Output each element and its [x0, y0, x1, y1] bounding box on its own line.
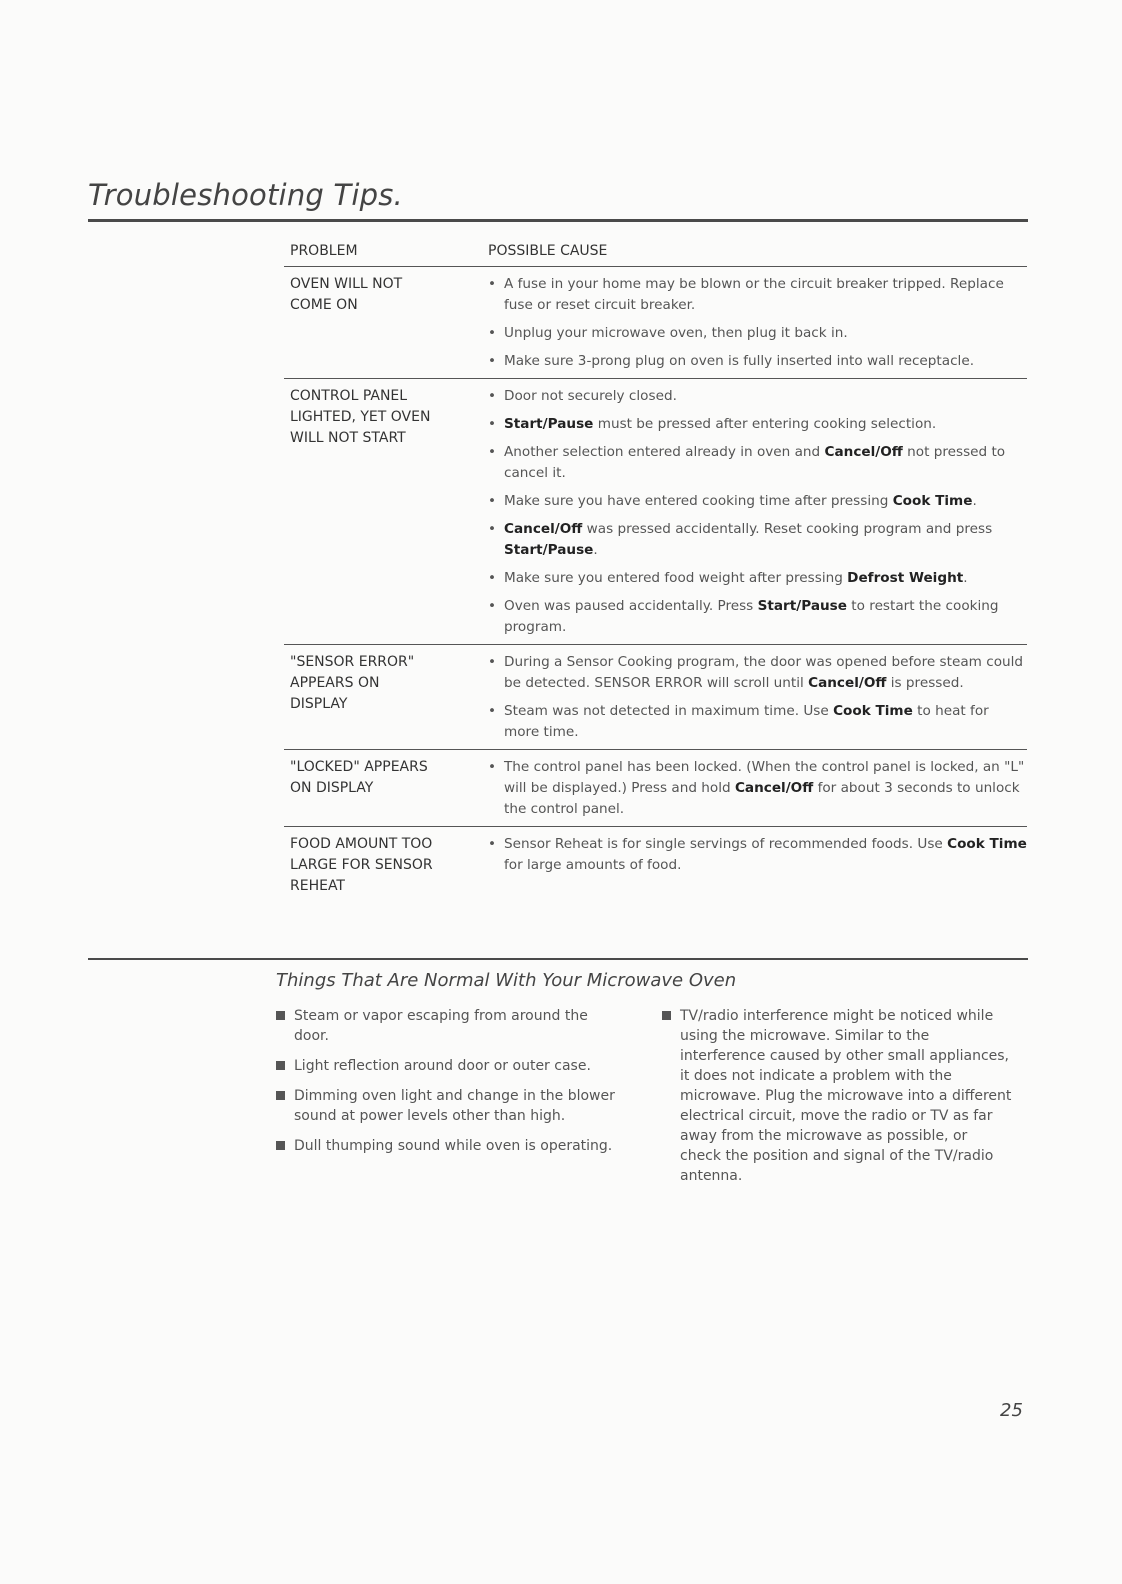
page-title: Troubleshooting Tips.	[88, 178, 403, 212]
cause-text: A fuse in your home may be blown or the circuit breaker tripped. Replace fuse or reset circuit breaker.	[504, 276, 1004, 313]
normal-item-text: Light reflection around door or outer case.	[294, 1058, 591, 1074]
square-bullet-icon	[276, 1141, 285, 1150]
problem-cell	[290, 757, 488, 820]
cause-text: to restart the cooking program.	[504, 598, 999, 635]
problem-line: "SENSOR ERROR"	[290, 654, 415, 670]
normal-list-left	[276, 1006, 621, 1166]
table-header	[284, 243, 1027, 267]
cause-item	[488, 568, 1027, 589]
problem-line: REHEAT	[290, 878, 345, 894]
control-key-name: Cancel/Off	[734, 780, 814, 796]
cause-text: not pressed to cancel it.	[504, 444, 1006, 481]
cause-text: Another selection entered already in oven and	[504, 444, 825, 460]
cause-item	[488, 701, 1027, 743]
cause-cell	[488, 386, 1027, 638]
control-key-name: Cancel/Off	[504, 521, 583, 537]
square-bullet-icon	[276, 1091, 285, 1100]
control-key-name: Cancel/Off	[824, 444, 903, 460]
cause-item	[488, 386, 1027, 407]
cause-list	[488, 757, 1027, 820]
cause-item	[488, 757, 1027, 820]
problem-line: "LOCKED" APPEARS	[290, 759, 428, 775]
problem-line: WILL NOT START	[290, 430, 406, 446]
cause-text: Make sure you have entered cooking time after pressing	[504, 493, 893, 509]
cause-cell	[488, 757, 1027, 820]
normal-item	[662, 1006, 1012, 1186]
problem-line: COME ON	[290, 297, 358, 313]
problem-line: CONTROL PANEL	[290, 388, 408, 404]
title-rule	[88, 219, 1028, 222]
cause-item	[488, 491, 1027, 512]
cause-text: Sensor Reheat is for single servings of recommended foods. Use	[504, 836, 948, 852]
control-key-name: Cook Time	[892, 493, 973, 509]
cause-cell	[488, 652, 1027, 743]
cause-text: .	[593, 542, 598, 558]
cause-list	[488, 274, 1027, 372]
cause-list	[488, 834, 1027, 876]
normal-section-title: Things That Are Normal With Your Microwave Oven	[276, 970, 737, 991]
square-bullet-icon	[662, 1011, 671, 1020]
normal-item-text: TV/radio interference might be noticed while using the microwave. Similar to the interference caused by other small appliances, it does not indicate a problem with the microwave. Plug the microwave into a different electrical circuit, move the radio or TV as far away from the microwave as possible, or check the position and signal of the TV/radio antenna.	[680, 1008, 1012, 1184]
header-problem: PROBLEM	[290, 243, 358, 259]
control-key-name: Defrost Weight	[847, 570, 964, 586]
cause-text: Door not securely closed.	[504, 388, 677, 404]
cause-item	[488, 274, 1027, 316]
table-row	[284, 750, 1027, 827]
control-key-name: Cancel/Off	[808, 675, 887, 691]
control-key-name: Start/Pause	[757, 598, 847, 614]
control-key-name: Start/Pause	[504, 542, 594, 558]
problem-line: DISPLAY	[290, 696, 348, 712]
normal-item	[276, 1006, 621, 1046]
cause-cell	[488, 274, 1027, 372]
cause-text: The control panel has been locked. (When the control panel is locked, an "L" will be displayed.) Press and hold	[504, 759, 1025, 796]
cause-item	[488, 351, 1027, 372]
cause-item	[488, 519, 1027, 561]
problem-cell	[290, 386, 488, 638]
cause-text: Make sure 3-prong plug on oven is fully inserted into wall receptacle.	[504, 353, 975, 369]
page-number: 25	[1000, 1400, 1023, 1421]
table-row	[284, 645, 1027, 750]
normal-list-right	[662, 1006, 1012, 1196]
square-bullet-icon	[276, 1061, 285, 1070]
normal-item	[276, 1056, 621, 1076]
square-bullet-icon	[276, 1011, 285, 1020]
control-key-name: Start/Pause	[504, 416, 594, 432]
cause-cell	[488, 834, 1027, 897]
cause-item	[488, 596, 1027, 638]
control-key-name: Cook Time	[947, 836, 1027, 852]
troubleshooting-table	[284, 243, 1027, 903]
cause-text: must be pressed after entering cooking selection.	[593, 416, 937, 432]
control-key-name: Cook Time	[833, 703, 913, 719]
problem-line: LARGE FOR SENSOR	[290, 857, 433, 873]
cause-item	[488, 323, 1027, 344]
cause-text: for large amounts of food.	[504, 857, 682, 873]
cause-list	[488, 386, 1027, 638]
cause-item	[488, 442, 1027, 484]
table-row	[284, 267, 1027, 379]
cause-text: for about 3 seconds to unlock the control panel.	[504, 780, 1020, 817]
cause-item	[488, 414, 1027, 435]
cause-text: is pressed.	[886, 675, 964, 691]
problem-cell	[290, 834, 488, 897]
cause-text: .	[963, 570, 968, 586]
normal-item-text: Dull thumping sound while oven is operating.	[294, 1138, 613, 1154]
problem-cell	[290, 652, 488, 743]
cause-list	[488, 652, 1027, 743]
cause-item	[488, 652, 1027, 694]
cause-text: .	[972, 493, 977, 509]
header-possible-cause: POSSIBLE CAUSE	[488, 243, 608, 259]
normal-item	[276, 1136, 621, 1156]
normal-item-text: Steam or vapor escaping from around the door.	[294, 1008, 588, 1044]
cause-text: Unplug your microwave oven, then plug it back in.	[504, 325, 848, 341]
problem-line: FOOD AMOUNT TOO	[290, 836, 433, 852]
normal-item	[276, 1086, 621, 1126]
cause-text: Steam was not detected in maximum time. Use	[504, 703, 834, 719]
table-row	[284, 379, 1027, 645]
cause-item	[488, 834, 1027, 876]
cause-text: to heat for more time.	[504, 703, 989, 740]
problem-line: LIGHTED, YET OVEN	[290, 409, 431, 425]
cause-text: During a Sensor Cooking program, the door was opened before steam could be detected. SENSOR ERROR will scroll until	[504, 654, 1024, 691]
cause-text: Oven was paused accidentally. Press	[504, 598, 758, 614]
table-body	[284, 267, 1027, 903]
normal-item-text: Dimming oven light and change in the blower sound at power levels other than high.	[294, 1088, 615, 1124]
problem-line: ON DISPLAY	[290, 780, 374, 796]
cause-text: Make sure you entered food weight after pressing	[504, 570, 848, 586]
problem-cell	[290, 274, 488, 372]
problem-line: APPEARS ON	[290, 675, 380, 691]
section-rule	[88, 958, 1028, 960]
table-row	[284, 827, 1027, 903]
problem-line: OVEN WILL NOT	[290, 276, 403, 292]
cause-text: was pressed accidentally. Reset cooking program and press	[582, 521, 993, 537]
